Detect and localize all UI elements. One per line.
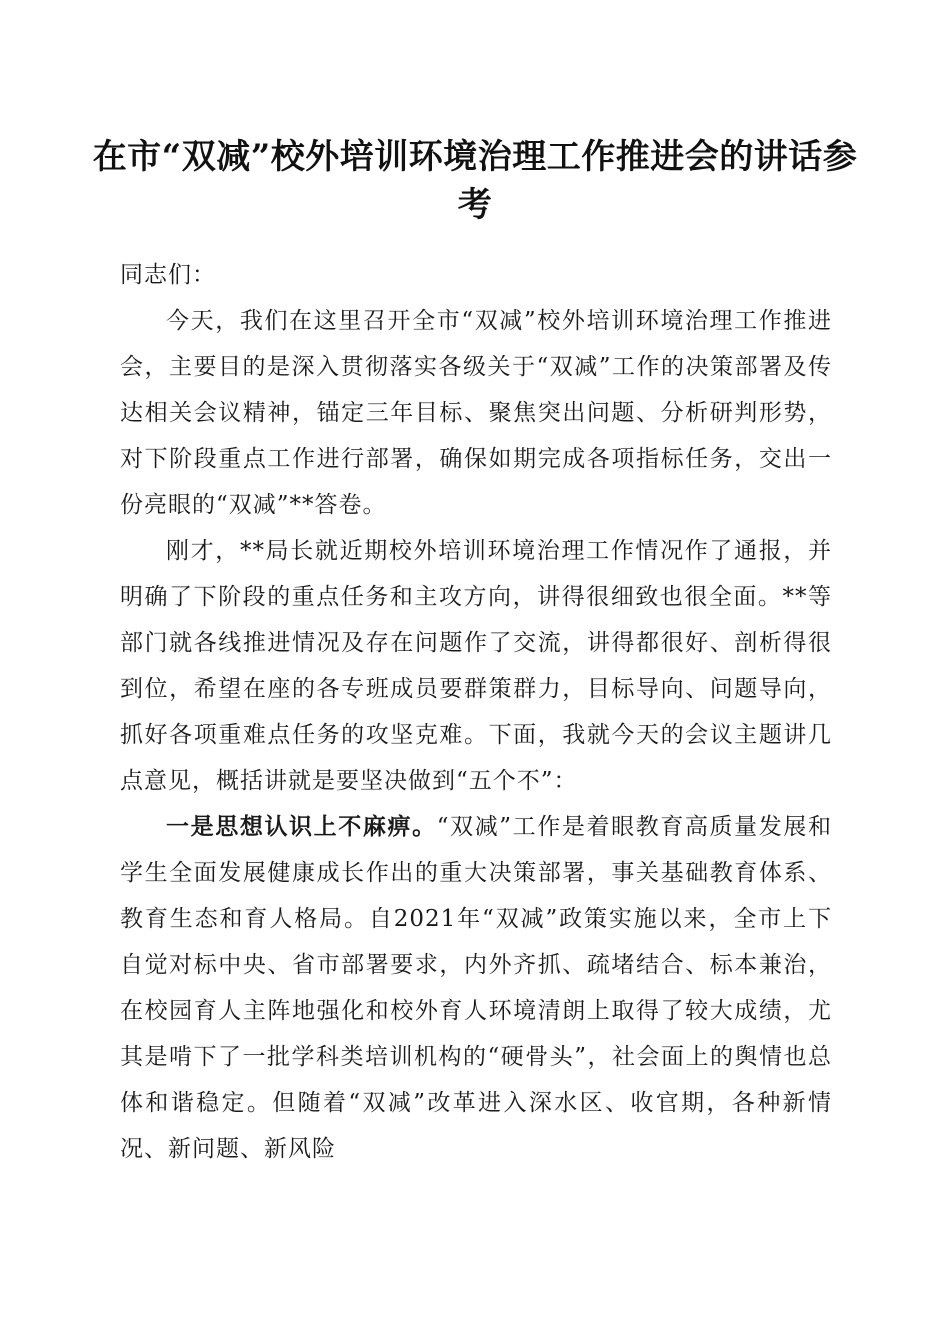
salutation: 同志们： [120,262,216,288]
paragraph-text: 刚才，**局长就近期校外培训环境治理工作情况作了通报，并明确了下阶段的重点任务和主攻方向，讲得很细致也很全面。**等部门就各线推进情况及存在问题作了交流，讲得都很好、剖析得很到位，希望在座的各专班成员要群策群力，目标导向、问题导向，抓好各项重难点任务的攻坚克难。下面，我就今天的会议主题讲几点意见，概括讲就是要坚决做到“五个不”： [120,538,832,794]
paragraph-text: “双减”工作是着眼教育高质量发展和学生全面发展健康成长作出的重大决策部署，事关基础教育体系、教育生态和育人格局。自2021年“双减”政策实施以来，全市上下自觉对标中央、省市部署要求，内外齐抓、疏堵结合、标本兼治，在校园育人主阵地强化和校外育人环境清朗上取得了较大成绩，尤其是啃下了一批学科类培训机构的“硬骨头”，社会面上的舆情也总体和谐稳定。但随着“双减”改革进入深水区、收官期，各种新情况、新问题、新风险 [120,814,832,1162]
paragraph-opening [120,298,832,528]
paragraph-review [120,528,832,804]
document-body [120,252,832,1172]
paragraph-lead: 一是思想认识上不麻痹。 [166,813,437,840]
paragraph-text: 今天，我们在这里召开全市“双减”校外培训环境治理工作推进会，主要目的是深入贯彻落实各级关于“双减”工作的决策部署及传达相关会议精神，锚定三年目标、聚焦突出问题、分析研判形势，对下阶段重点工作进行部署，确保如期完成各项指标任务，交出一份亮眼的“双减”**答卷。 [120,308,832,518]
paragraph-point-one [120,804,832,1172]
document-title: 在市“双减”校外培训环境治理工作推进会的讲话参考 [92,137,858,225]
